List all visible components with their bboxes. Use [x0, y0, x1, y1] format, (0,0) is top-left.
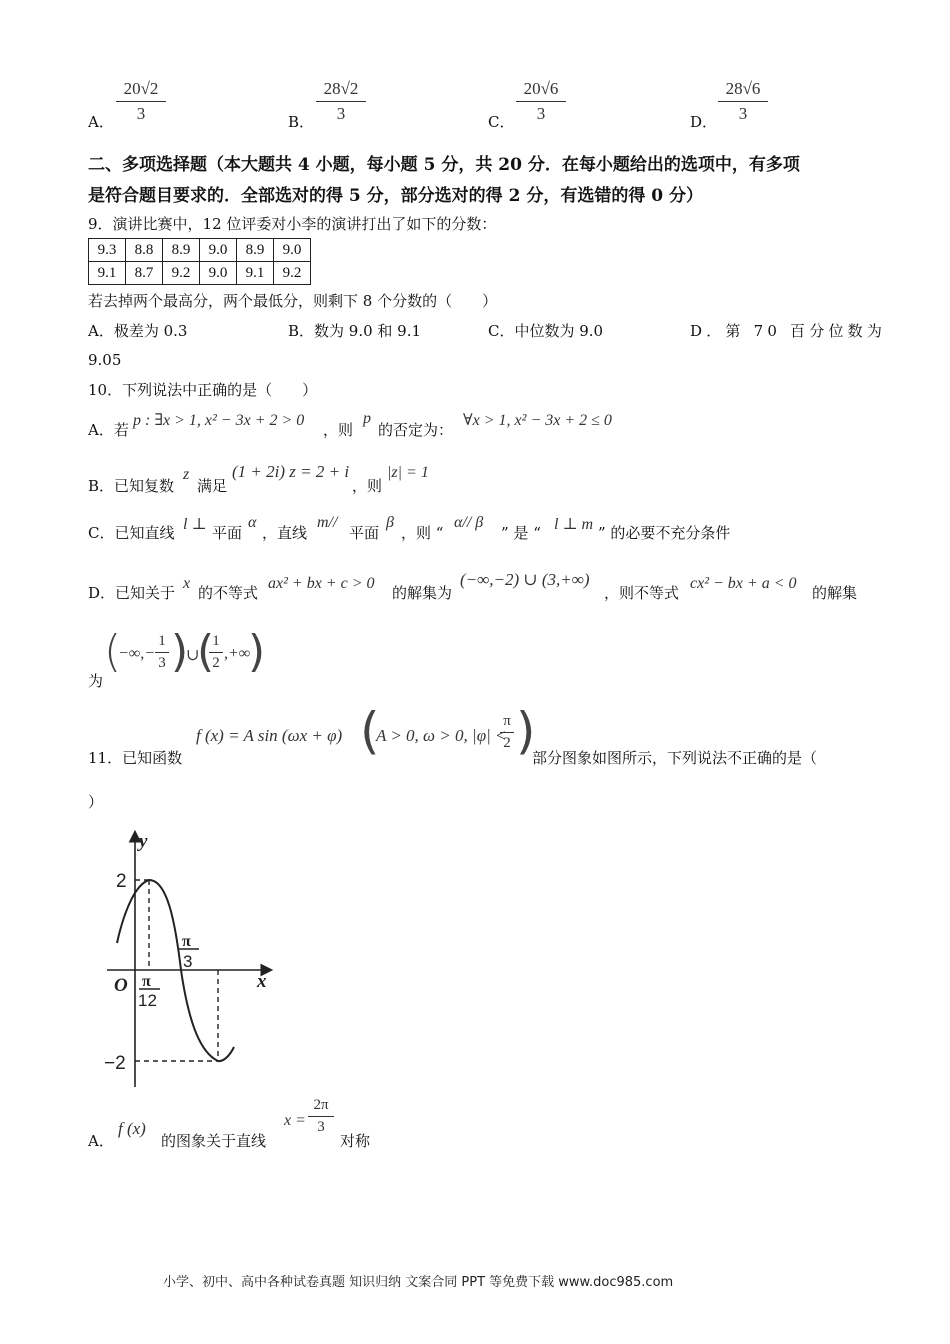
option-text: 的否定为： [378, 421, 454, 439]
math-expression: p [363, 410, 371, 427]
paren: ) [248, 626, 266, 677]
math-expression: x = [284, 1112, 306, 1129]
question-text: 11．已知函数 [88, 749, 183, 767]
tick-pi3-num: π [182, 933, 191, 950]
math-expression: −∞,− [118, 645, 155, 662]
math-expression: ∪ [186, 647, 200, 664]
fraction: π 2 [500, 713, 514, 752]
q9-option-d-continued: 9.05 [88, 351, 122, 369]
math-expression: ∀x > 1, x² − 3x + 2 ≤ 0 [463, 412, 612, 429]
math-expression: (−∞,−2) ∪ (3,+∞) [460, 570, 590, 589]
option-letter: A． [88, 113, 114, 131]
score-table [88, 238, 311, 285]
table-cell: 9.2 [163, 262, 200, 285]
math-expression: α [248, 514, 257, 531]
math-expression: β [386, 514, 394, 531]
option-letter: B． [288, 113, 315, 131]
option-text: 满足 [197, 477, 228, 495]
q9-option-d: D．第 70 百分位数为 [690, 322, 887, 340]
math-expression: cx² − bx + a < 0 [690, 575, 797, 592]
option-text: 的图象关于直线 [161, 1132, 267, 1150]
q9-stem: 9．演讲比赛中，12 位评委对小李的演讲打出了如下的分数： [88, 215, 497, 233]
option-text: ，则 [323, 421, 354, 439]
table-cell: 8.9 [163, 239, 200, 262]
table-cell: 9.1 [237, 262, 274, 285]
option-text: C．已知直线 [88, 524, 175, 542]
tick-pi12-den: 12 [138, 991, 157, 1010]
fraction: 1 2 [209, 633, 223, 672]
math-expression: p : ∃x > 1, x² − 3x + 2 > 0 [133, 412, 305, 429]
math-expression: ax² + bx + c > 0 [268, 575, 375, 592]
option-text: ” 的必要不充分条件 [598, 524, 731, 542]
q10-stem: 10．下列说法中正确的是（ ） [88, 381, 318, 399]
paren: ( [104, 626, 122, 677]
option-text: 为 [88, 672, 104, 690]
option-text: 对称 [340, 1132, 371, 1150]
option-fraction: 28√2 3 [316, 79, 366, 124]
table-cell: 9.3 [89, 239, 126, 262]
option-text: ” 是 “ [501, 524, 541, 542]
math-expression: l ⊥ m [554, 516, 594, 533]
table-cell: 9.0 [200, 239, 237, 262]
page-footer: 小学、初中、高中各种试卷真题 知识归纳 文案合同 PPT 等免费下载 www.doc985.com [163, 1275, 674, 1290]
option-text: 的解集为 [392, 584, 453, 602]
math-expression: |z| = 1 [387, 464, 429, 481]
math-expression: f (x) = A sin (ωx + φ) [196, 726, 343, 745]
option-letter: D． [690, 113, 718, 131]
table-cell: 8.9 [237, 239, 274, 262]
q9-option-b: B．数为 9.0 和 9.1 [288, 322, 422, 340]
option-fraction: 28√6 3 [718, 79, 768, 124]
section-heading-line1: 二、多项选择题（本大题共 4 小题，每小题 5 分，共 20 分．在每小题给出的选项中，有多项 [88, 155, 800, 175]
option-text: B．已知复数 [88, 477, 175, 495]
option-text: ，则 “ [401, 524, 444, 542]
option-text: ，则 [352, 477, 383, 495]
y-max-label: 2 [116, 871, 127, 892]
fraction: 1 3 [155, 633, 169, 672]
option-text: 的不等式 [198, 584, 259, 602]
option-text: D．已知关于 [88, 584, 176, 602]
paren: ) [516, 702, 536, 760]
math-expression: A > 0, ω > 0, |φ| < [376, 726, 507, 745]
math-expression: ,+∞ [224, 645, 251, 662]
math-expression: m// [317, 514, 338, 531]
option-text: 平面 [212, 524, 243, 542]
tick-pi12-num: π [142, 973, 151, 990]
q9-option-c: C．中位数为 9.0 [488, 322, 604, 340]
option-text: ，直线 [262, 524, 308, 542]
table-cell: 9.2 [274, 262, 311, 285]
question-text: 部分图象如图所示，下列说法不正确的是（ [532, 749, 818, 767]
table-cell: 8.8 [126, 239, 163, 262]
sine-graph [95, 825, 285, 1095]
option-fraction: 20√2 3 [116, 79, 166, 124]
table-row [89, 262, 311, 285]
math-expression: (1 + 2i) z = 2 + i [232, 462, 350, 481]
table-row [89, 239, 311, 262]
option-text: A． [88, 1132, 114, 1150]
section-heading-line2: 是符合题目要求的．全部选对的得 5 分，部分选对的得 2 分，有选错的得 0 分） [88, 186, 703, 206]
math-expression: x [183, 575, 191, 592]
math-expression: z [183, 466, 190, 483]
option-letter: C． [488, 113, 515, 131]
paren: ( [360, 702, 380, 760]
option-text: A．若 [88, 421, 129, 439]
table-cell: 9.0 [274, 239, 311, 262]
option-text: 的解集 [812, 584, 858, 602]
option-text: 平面 [349, 524, 380, 542]
paren: ( [197, 626, 215, 677]
q9-option-a: A．极差为 0.3 [88, 322, 188, 340]
math-expression: f (x) [118, 1119, 146, 1138]
option-text: ，则不等式 [604, 584, 680, 602]
tick-pi3-den: 3 [183, 952, 193, 971]
x-axis-label: x [257, 971, 267, 992]
math-expression: l ⊥ [183, 516, 207, 533]
math-expression: α// β [454, 514, 484, 531]
origin-label: O [114, 975, 128, 996]
table-cell: 9.0 [200, 262, 237, 285]
question-text: ） [88, 793, 104, 811]
paren: ) [171, 626, 189, 677]
y-min-label: −2 [104, 1053, 126, 1074]
y-axis-label: y [139, 831, 148, 852]
option-fraction: 20√6 3 [516, 79, 566, 124]
q9-question: 若去掉两个最高分，两个最低分，则剩下 8 个分数的（ ） [88, 292, 498, 310]
table-cell: 9.1 [89, 262, 126, 285]
table-cell: 8.7 [126, 262, 163, 285]
fraction: 2π 3 [308, 1097, 334, 1136]
